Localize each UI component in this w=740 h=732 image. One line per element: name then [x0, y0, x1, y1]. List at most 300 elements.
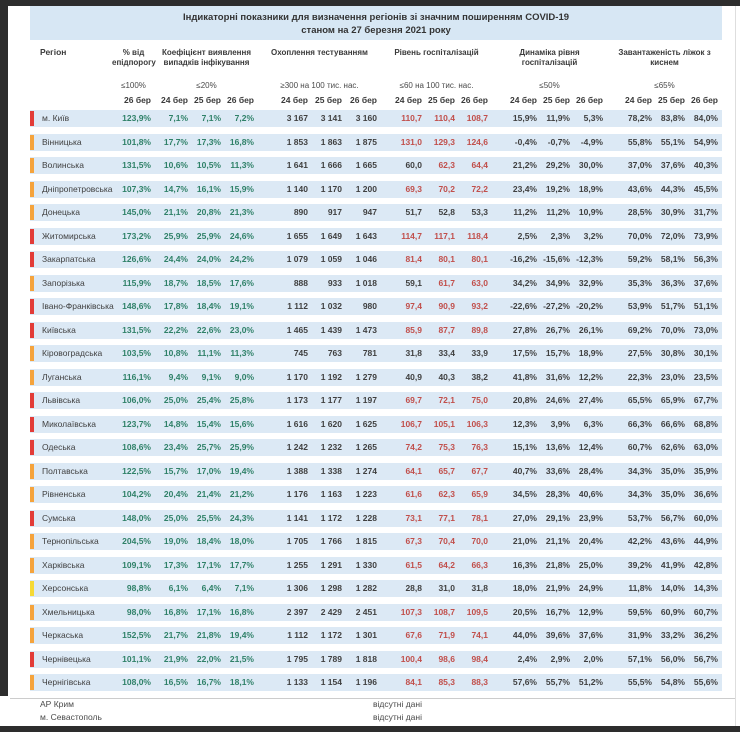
testing-coverage-value: 1 643: [355, 230, 377, 241]
testing-coverage-value: 3 141: [320, 113, 342, 123]
region-name: Кіровоградська: [42, 348, 103, 358]
oxygen-beds-load-value: 72,0%: [660, 230, 685, 241]
oxygen-beds-load-value: 68,8%: [693, 418, 718, 429]
detection-rate-value: 24,3%: [229, 512, 254, 523]
table-row: [30, 510, 722, 527]
region-name: Миколаївська: [42, 418, 96, 429]
date-label: 26 бер: [227, 95, 254, 105]
region-name: Львівська: [42, 395, 81, 405]
hospitalization-dynamics-value: 20,4%: [578, 536, 603, 546]
hospitalization-dynamics-value: 40,7%: [512, 465, 537, 476]
hospitalization-dynamics-value: -22,6%: [510, 301, 537, 311]
hospitalization-level-value: 81,4: [405, 254, 422, 264]
oxygen-beds-load-value: 28,5%: [627, 207, 652, 217]
detection-rate-value: 7,1%: [168, 113, 188, 123]
testing-coverage-value: 1 200: [355, 183, 377, 194]
hospitalization-level-value: 74,1: [471, 630, 488, 640]
detection-rate-value: 21,2%: [229, 489, 254, 499]
status-red-indicator: [30, 511, 34, 526]
epid-threshold-value: 106,0%: [122, 395, 151, 405]
table-row: [30, 557, 722, 574]
detection-rate-value: 15,9%: [229, 183, 254, 194]
date-label: 26 бер: [576, 95, 603, 105]
column-header-detection-rate: Коефіцієнт виявлення випадків інфікування: [161, 48, 252, 67]
epid-threshold-value: 98,8%: [126, 583, 151, 593]
status-indicator-cell: [30, 157, 36, 174]
dates-row: [30, 92, 722, 108]
region-name: Хмельницька: [42, 606, 95, 617]
hospitalization-level-value: 124,6: [466, 136, 488, 147]
hospitalization-level-value: 59,1: [405, 277, 422, 288]
testing-coverage-value: 1 766: [320, 536, 342, 546]
hospitalization-dynamics-value: 24,6%: [545, 395, 570, 405]
hospitalization-dynamics-value: 51,2%: [578, 677, 603, 687]
hospitalization-level-value: 110,4: [434, 113, 455, 123]
window-frame-left: [0, 6, 8, 696]
testing-coverage-value: 1 473: [355, 324, 377, 335]
detection-rate-value: 17,3%: [163, 559, 188, 570]
hospitalization-dynamics-value: -27,2%: [543, 301, 570, 311]
detection-rate-value: 6,1%: [168, 583, 188, 593]
testing-coverage-value: 1 665: [355, 160, 377, 170]
hospitalization-dynamics-value: 10,9%: [578, 207, 603, 217]
testing-coverage-value: 1 388: [286, 465, 308, 476]
epid-threshold-value: 152,5%: [122, 630, 151, 640]
status-indicator-cell: [30, 674, 36, 691]
testing-coverage-value: 1 228: [355, 512, 377, 523]
oxygen-beds-load-value: 56,7%: [660, 512, 685, 523]
oxygen-beds-load-value: 44,9%: [693, 536, 718, 546]
region-name: м. Севастополь: [40, 712, 102, 722]
detection-rate-value: 18,5%: [196, 277, 221, 288]
testing-coverage-value: 1 170: [286, 371, 308, 382]
detection-rate-value: 10,8%: [163, 348, 188, 358]
hospitalization-level-value: 84,1: [405, 677, 422, 687]
testing-coverage-value: 1 172: [320, 630, 342, 640]
detection-rate-value: 18,0%: [229, 536, 254, 546]
hospitalization-level-value: 90,9: [438, 301, 455, 311]
hospitalization-level-value: 106,7: [400, 418, 422, 429]
testing-coverage-value: 888: [293, 277, 308, 288]
status-indicator-cell: [30, 181, 36, 198]
hospitalization-dynamics-value: 44,0%: [512, 630, 537, 640]
status-red-indicator: [30, 252, 34, 267]
detection-rate-value: 25,9%: [229, 442, 254, 452]
table-row: [30, 486, 722, 503]
status-indicator-cell: [30, 416, 36, 433]
hospitalization-level-value: 108,7: [433, 606, 455, 617]
oxygen-beds-load-value: 30,9%: [660, 207, 685, 217]
detection-rate-value: 7,2%: [234, 113, 254, 123]
detection-rate-value: 7,1%: [234, 583, 254, 593]
oxygen-beds-load-value: 36,6%: [693, 489, 718, 499]
hospitalization-level-value: 67,6: [405, 630, 422, 640]
epid-threshold-value: 115,9%: [122, 277, 151, 288]
detection-rate-value: 17,6%: [229, 277, 254, 288]
testing-coverage-value: 1 223: [355, 489, 377, 499]
hospitalization-dynamics-value: 28,3%: [545, 489, 570, 499]
region-name: Запорізька: [42, 277, 85, 288]
detection-rate-value: 25,5%: [196, 512, 221, 523]
status-indicator-cell: [30, 298, 36, 315]
testing-coverage-value: 1 173: [286, 395, 308, 405]
table-row: [30, 463, 722, 480]
oxygen-beds-load-value: 55,1%: [660, 136, 685, 147]
hospitalization-dynamics-value: 26,7%: [545, 324, 570, 335]
oxygen-beds-load-value: 60,7%: [693, 606, 718, 617]
detection-rate-value: 25,0%: [163, 395, 188, 405]
detection-rate-value: 9,4%: [168, 371, 188, 382]
hospitalization-level-value: 31,8: [405, 348, 422, 358]
testing-coverage-value: 1 177: [320, 395, 342, 405]
oxygen-beds-load-value: 83,8%: [660, 113, 685, 123]
oxygen-beds-load-value: 73,9%: [693, 230, 718, 241]
hospitalization-level-value: 131,0: [400, 136, 422, 147]
testing-coverage-value: 1 154: [320, 677, 342, 687]
table-row: [30, 275, 722, 292]
hospitalization-level-value: 31,8: [471, 583, 488, 593]
hospitalization-dynamics-value: -16,2%: [510, 254, 537, 264]
oxygen-beds-load-value: 35,9%: [693, 465, 718, 476]
table-row: [30, 416, 722, 433]
hospitalization-level-value: 93,2: [471, 301, 488, 311]
status-indicator-cell: [30, 463, 36, 480]
hospitalization-level-value: 53,3: [471, 207, 488, 217]
table-row: [30, 157, 722, 174]
oxygen-beds-load-value: 53,9%: [627, 301, 652, 311]
testing-coverage-value: 1 439: [320, 324, 342, 335]
table-row: [30, 298, 722, 315]
oxygen-beds-load-value: 36,2%: [693, 630, 718, 640]
status-indicator-cell: [30, 251, 36, 268]
hospitalization-dynamics-value: 2,5%: [517, 230, 537, 241]
oxygen-beds-load-value: 67,7%: [693, 395, 718, 405]
hospitalization-dynamics-value: 13,6%: [545, 442, 570, 452]
hospitalization-level-value: 80,1: [438, 254, 455, 264]
epid-threshold-value: 101,1%: [122, 653, 151, 664]
hospitalization-level-value: 65,7: [438, 465, 455, 476]
oxygen-beds-load-value: 65,9%: [660, 395, 685, 405]
testing-coverage-value: 1 140: [286, 183, 308, 194]
header-titles-row: [30, 48, 722, 78]
testing-coverage-value: 1 655: [286, 230, 308, 241]
oxygen-beds-load-value: 35,0%: [660, 489, 685, 499]
testing-coverage-value: 1 616: [286, 418, 308, 429]
hospitalization-dynamics-value: 18,9%: [578, 183, 603, 194]
testing-coverage-value: 1 172: [320, 512, 342, 523]
table-row: [30, 392, 722, 409]
detection-rate-value: 15,7%: [163, 465, 188, 476]
hospitalization-level-value: 98,4: [471, 653, 488, 664]
region-name: Донецька: [42, 207, 80, 217]
hospitalization-dynamics-value: 2,9%: [550, 653, 570, 664]
testing-coverage-value: 980: [362, 301, 377, 311]
hospitalization-dynamics-value: 5,3%: [583, 113, 603, 123]
testing-coverage-value: 1 795: [286, 653, 308, 664]
epid-threshold-value: 131,5%: [122, 160, 151, 170]
no-data-row: [30, 698, 722, 711]
oxygen-beds-load-value: 51,7%: [660, 301, 685, 311]
region-name: АР Крим: [40, 699, 74, 709]
testing-coverage-value: 1 291: [320, 559, 342, 570]
table-row: [30, 228, 722, 245]
oxygen-beds-load-value: 43,6%: [627, 183, 652, 194]
table-row: [30, 110, 722, 127]
hospitalization-level-value: 63,0: [471, 277, 488, 288]
hospitalization-dynamics-value: 11,2%: [513, 207, 537, 217]
testing-coverage-value: 1 330: [355, 559, 377, 570]
hospitalization-level-value: 129,3: [433, 136, 455, 147]
testing-coverage-value: 745: [293, 348, 308, 358]
testing-coverage-value: 1 853: [286, 136, 308, 147]
detection-rate-value: 17,7%: [229, 559, 254, 570]
testing-coverage-value: 1 298: [320, 583, 342, 593]
epid-threshold-value: 148,6%: [122, 301, 151, 311]
detection-rate-value: 25,7%: [196, 442, 221, 452]
hospitalization-dynamics-value: 17,5%: [512, 348, 537, 358]
oxygen-beds-load-value: 42,2%: [627, 536, 652, 546]
hospitalization-level-value: 64,4: [471, 160, 488, 170]
hospitalization-dynamics-value: 16,3%: [512, 559, 537, 570]
detection-rate-value: 17,1%: [196, 606, 221, 617]
hospitalization-dynamics-value: -0,7%: [547, 136, 570, 147]
detection-rate-value: 21,3%: [229, 207, 254, 217]
footer-divider-line: [10, 698, 735, 699]
hospitalization-dynamics-value: 19,2%: [545, 183, 570, 194]
oxygen-beds-load-value: 34,3%: [627, 489, 652, 499]
hospitalization-level-value: 70,0: [471, 536, 488, 546]
hospitalization-dynamics-value: 41,8%: [512, 371, 537, 382]
oxygen-beds-load-value: 63,0%: [693, 442, 718, 452]
table-row: [30, 134, 722, 151]
no-data-row: [30, 711, 722, 724]
oxygen-beds-load-value: 56,7%: [693, 653, 718, 664]
oxygen-beds-load-value: 37,6%: [660, 160, 685, 170]
status-indicator-cell: [30, 134, 36, 151]
testing-coverage-value: 1 170: [320, 183, 342, 194]
table-row: [30, 533, 722, 550]
status-orange-indicator: [30, 346, 34, 361]
testing-coverage-value: 1 079: [286, 254, 308, 264]
hospitalization-level-value: 62,3: [438, 489, 455, 499]
detection-rate-value: 22,0%: [196, 653, 221, 664]
hospitalization-dynamics-value: -4,9%: [580, 136, 603, 147]
hospitalization-level-value: 64,1: [405, 465, 422, 476]
detection-rate-value: 23,4%: [163, 442, 188, 452]
hospitalization-level-value: 106,3: [466, 418, 488, 429]
testing-coverage-value: 3 167: [286, 113, 308, 123]
date-label: 25 бер: [658, 95, 685, 105]
status-orange-indicator: [30, 487, 34, 502]
oxygen-beds-load-value: 56,3%: [693, 254, 718, 264]
hospitalization-level-value: 98,6: [438, 653, 455, 664]
testing-coverage-value: 1 192: [320, 371, 342, 382]
hospitalization-dynamics-value: 28,4%: [578, 465, 603, 476]
date-label: 25 бер: [543, 95, 570, 105]
detection-rate-value: 24,4%: [163, 254, 188, 264]
detection-rate-value: 16,5%: [163, 677, 188, 687]
epid-threshold-value: 204,5%: [122, 536, 151, 546]
table-row: [30, 580, 722, 597]
status-indicator-cell: [30, 580, 36, 597]
testing-coverage-value: 1 274: [355, 465, 377, 476]
hospitalization-level-value: 67,3: [405, 536, 422, 546]
status-orange-indicator: [30, 558, 34, 573]
detection-rate-value: 14,8%: [163, 418, 188, 429]
detection-rate-value: 14,7%: [163, 183, 188, 194]
oxygen-beds-load-value: 14,3%: [693, 583, 718, 593]
region-name: Херсонська: [42, 583, 89, 593]
detection-rate-value: 24,2%: [229, 254, 254, 264]
testing-coverage-value: 1 818: [355, 653, 377, 664]
oxygen-beds-load-value: 37,6%: [693, 277, 718, 288]
testing-coverage-value: 917: [327, 207, 342, 217]
oxygen-beds-load-value: 51,1%: [693, 301, 718, 311]
hospitalization-level-value: 87,7: [438, 324, 455, 335]
epid-threshold-value: 108,6%: [122, 442, 151, 452]
detection-rate-value: 17,7%: [163, 136, 188, 147]
hospitalization-dynamics-value: 29,1%: [545, 512, 570, 523]
status-indicator-cell: [30, 369, 36, 386]
status-red-indicator: [30, 440, 34, 455]
region-name: Вінницька: [42, 136, 82, 147]
hospitalization-level-value: 88,3: [471, 677, 488, 687]
hospitalization-level-value: 114,7: [401, 230, 422, 241]
epid-threshold-value: 116,1%: [122, 371, 151, 382]
oxygen-beds-load-value: 22,3%: [627, 371, 652, 382]
hospitalization-dynamics-value: 21,2%: [512, 160, 537, 170]
oxygen-beds-load-value: 59,5%: [627, 606, 652, 617]
status-indicator-cell: [30, 392, 36, 409]
oxygen-beds-load-value: 60,7%: [627, 442, 652, 452]
column-header-hospitalization-level: Рівень госпіталізацій: [394, 48, 479, 57]
status-red-indicator: [30, 323, 34, 338]
hospitalization-level-value: 66,3: [471, 559, 488, 570]
detection-rate-value: 17,8%: [163, 301, 188, 311]
epid-threshold-value: 103,5%: [122, 348, 151, 358]
detection-rate-value: 17,3%: [196, 136, 221, 147]
detection-rate-value: 25,8%: [229, 395, 254, 405]
right-border-line: [735, 6, 736, 726]
hospitalization-level-value: 85,9: [405, 324, 422, 335]
hospitalization-dynamics-value: 29,2%: [545, 160, 570, 170]
hospitalization-level-value: 74,2: [405, 442, 422, 452]
detection-rate-value: 19,0%: [163, 536, 188, 546]
epid-threshold-value: 108,0%: [122, 677, 151, 687]
epid-threshold-value: 173,2%: [122, 230, 151, 241]
table-subtitle: станом на 27 березня 2021 року: [301, 25, 451, 36]
header-thresholds-row: [30, 78, 722, 92]
hospitalization-dynamics-value: 30,0%: [578, 160, 603, 170]
oxygen-beds-load-value: 11,8%: [628, 583, 652, 593]
oxygen-beds-load-value: 59,2%: [627, 254, 652, 264]
testing-coverage-value: 1 046: [355, 254, 377, 264]
testing-coverage-value: 1 641: [286, 160, 308, 170]
date-label: 26 бер: [691, 95, 718, 105]
date-label: 24 бер: [625, 95, 652, 105]
hospitalization-level-value: 107,3: [400, 606, 422, 617]
detection-rate-value: 19,4%: [229, 630, 254, 640]
oxygen-beds-load-value: 35,3%: [627, 277, 652, 288]
hospitalization-dynamics-value: 33,6%: [545, 465, 570, 476]
column-header-testing-coverage: Охоплення тестуванням: [271, 48, 368, 57]
epid-threshold-value: 109,1%: [122, 559, 151, 570]
oxygen-beds-load-value: 23,5%: [693, 371, 718, 382]
region-name: Полтавська: [42, 465, 88, 476]
region-name: Сумська: [42, 512, 76, 523]
hospitalization-dynamics-value: 20,5%: [512, 606, 537, 617]
hospitalization-level-value: 70,4: [438, 536, 455, 546]
detection-rate-value: 16,8%: [163, 606, 188, 617]
testing-coverage-value: 1 163: [320, 489, 342, 499]
region-name: Закарпатська: [42, 254, 96, 264]
detection-rate-value: 6,4%: [201, 583, 221, 593]
oxygen-beds-load-value: 78,2%: [627, 113, 652, 123]
hospitalization-level-value: 89,8: [471, 324, 488, 335]
epid-threshold-value: 131,5%: [122, 324, 151, 335]
hospitalization-dynamics-value: 34,9%: [545, 277, 570, 288]
status-orange-indicator: [30, 534, 34, 549]
testing-coverage-value: 1 789: [320, 653, 342, 664]
hospitalization-level-value: 40,9: [405, 371, 422, 382]
status-orange-indicator: [30, 464, 34, 479]
region-name: Луганська: [42, 371, 82, 382]
table-row: [30, 627, 722, 644]
region-name: Житомирська: [42, 230, 96, 241]
testing-coverage-value: 1 625: [355, 418, 377, 429]
detection-rate-value: 24,6%: [229, 230, 254, 241]
epid-threshold-value: 101,8%: [122, 136, 151, 147]
hospitalization-level-value: 61,6: [405, 489, 422, 499]
oxygen-beds-load-value: 69,2%: [627, 324, 652, 335]
oxygen-beds-load-value: 60,9%: [660, 606, 685, 617]
testing-coverage-value: 1 232: [320, 442, 342, 452]
detection-rate-value: 11,3%: [230, 160, 254, 170]
hospitalization-dynamics-value: 11,2%: [546, 207, 570, 217]
detection-rate-value: 16,8%: [229, 136, 254, 147]
hospitalization-level-value: 33,9: [471, 348, 488, 358]
oxygen-beds-load-value: 55,5%: [627, 677, 652, 687]
hospitalization-dynamics-value: -20,2%: [576, 301, 603, 311]
hospitalization-dynamics-value: 31,6%: [545, 371, 570, 382]
hospitalization-level-value: 100,4: [400, 653, 422, 664]
detection-rate-value: 25,9%: [196, 230, 221, 241]
detection-rate-value: 18,1%: [229, 677, 254, 687]
testing-coverage-value: 1 176: [286, 489, 308, 499]
testing-coverage-value: 1 815: [355, 536, 377, 546]
status-indicator-cell: [30, 651, 36, 668]
detection-rate-value: 25,0%: [163, 512, 188, 523]
table-row: [30, 251, 722, 268]
date-label: 26 бер: [124, 95, 151, 105]
status-red-indicator: [30, 111, 34, 126]
hospitalization-level-value: 67,7: [471, 465, 488, 476]
detection-rate-value: 21,4%: [196, 489, 221, 499]
hospitalization-level-value: 69,3: [405, 183, 422, 194]
oxygen-beds-load-value: 44,3%: [660, 183, 685, 194]
status-orange-indicator: [30, 370, 34, 385]
epid-threshold-value: 98,0%: [126, 606, 151, 617]
hospitalization-level-value: 40,3: [438, 371, 455, 382]
column-header-epid-threshold: % від епідпорогу: [112, 48, 156, 67]
oxygen-beds-load-value: 54,9%: [693, 136, 718, 147]
status-red-indicator: [30, 229, 34, 244]
testing-coverage-value: 947: [362, 207, 377, 217]
region-name: Чернігівська: [42, 677, 91, 687]
hospitalization-level-value: 97,4: [405, 301, 422, 311]
hospitalization-level-value: 31,0: [438, 583, 455, 593]
epid-threshold-value: 104,2%: [122, 489, 151, 499]
